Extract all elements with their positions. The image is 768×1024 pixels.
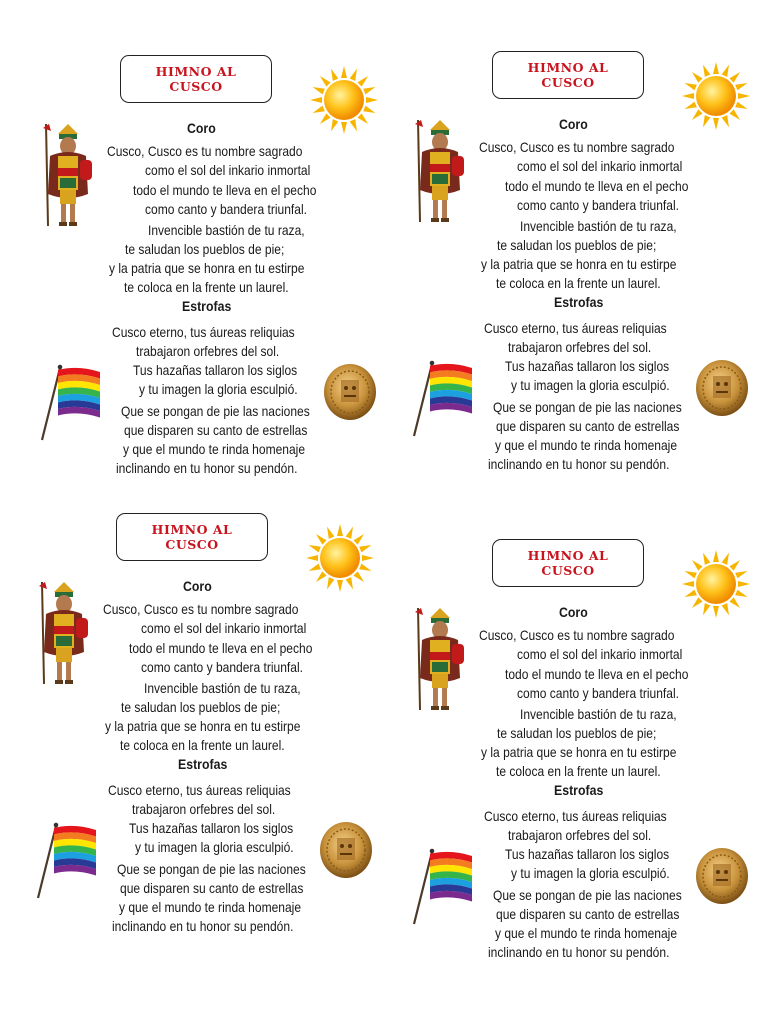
coro-line: todo el mundo te lleva en el pecho [505, 666, 689, 682]
inca-warrior-icon [36, 580, 94, 691]
estrofa-line: Cusco eterno, tus áureas reliquias [484, 320, 667, 336]
estrofas-heading: Estrofas [554, 294, 604, 310]
estrofa-line: Tus hazañas tallaron los siglos [133, 362, 298, 378]
estrofa-line: y que el mundo te rinda homenaje [123, 441, 306, 457]
estrofa-line: inclinando en tu honor su pendón. [116, 460, 298, 476]
hymn-title-line: CUSCO [541, 75, 595, 90]
estrofas-heading: Estrofas [554, 782, 604, 798]
coro-line: Invencible bastión de tu raza, [520, 218, 677, 234]
estrofa-line: y tu imagen la gloria esculpió. [139, 381, 298, 397]
hymn-title-line: HIMNO AL [151, 522, 233, 537]
estrofa-line: Que se pongan de pie las naciones [493, 399, 682, 415]
sun-icon [306, 524, 374, 597]
sun-icon [310, 66, 378, 139]
estrofa-line: inclinando en tu honor su pendón. [112, 918, 294, 934]
coro-line: como canto y bandera triunfal. [517, 197, 679, 213]
estrofas-heading: Estrofas [182, 298, 232, 314]
estrofa-line: y tu imagen la gloria esculpió. [135, 839, 294, 855]
coro-line: todo el mundo te lleva en el pecho [505, 178, 689, 194]
hymn-title-line: HIMNO AL [527, 548, 609, 563]
estrofa-line: trabajaron orfebres del sol. [132, 801, 276, 817]
estrofa-line: Cusco eterno, tus áureas reliquias [484, 808, 667, 824]
coro-line: y la patria que se honra en tu estirpe [481, 256, 677, 272]
gold-disc-icon [322, 362, 378, 427]
hymn-title-line: CUSCO [165, 537, 219, 552]
coro-line: como el sol del inkario inmortal [517, 646, 683, 662]
rainbow-flag-icon [38, 360, 104, 447]
hymn-card-bottom-left [0, 458, 380, 938]
estrofa-line: y tu imagen la gloria esculpió. [511, 865, 670, 881]
gold-disc-icon [318, 820, 374, 885]
estrofa-line: trabajaron orfebres del sol. [508, 827, 652, 843]
hymn-card-top-right [372, 0, 756, 476]
hymn-title [120, 55, 272, 103]
gold-disc-icon [694, 846, 750, 911]
hymn-title-line: CUSCO [169, 79, 223, 94]
rainbow-flag-icon [410, 356, 476, 443]
gold-disc-icon [694, 358, 750, 423]
estrofa-line: trabajaron orfebres del sol. [136, 343, 280, 359]
estrofa-line: Tus hazañas tallaron los siglos [505, 846, 670, 862]
estrofa-line: Tus hazañas tallaron los siglos [129, 820, 294, 836]
estrofa-line: Cusco eterno, tus áureas reliquias [108, 782, 291, 798]
coro-heading: Coro [559, 604, 588, 620]
estrofa-line: Tus hazañas tallaron los siglos [505, 358, 670, 374]
estrofa-line: Que se pongan de pie las naciones [117, 861, 306, 877]
estrofa-line: y que el mundo te rinda homenaje [495, 437, 678, 453]
estrofa-line: y que el mundo te rinda homenaje [119, 899, 302, 915]
estrofas-heading: Estrofas [178, 756, 228, 772]
coro-line: te coloca en la frente un laurel. [120, 737, 285, 753]
hymn-title-line: HIMNO AL [527, 60, 609, 75]
coro-line: como canto y bandera triunfal. [517, 685, 679, 701]
estrofa-line: inclinando en tu honor su pendón. [488, 944, 670, 960]
coro-line: y la patria que se honra en tu estirpe [481, 744, 677, 760]
coro-line: Cusco, Cusco es tu nombre sagrado [107, 143, 303, 159]
coro-line: Cusco, Cusco es tu nombre sagrado [479, 139, 675, 155]
coro-line: como el sol del inkario inmortal [145, 162, 311, 178]
coro-line: como canto y bandera triunfal. [141, 659, 303, 675]
estrofa-line: y tu imagen la gloria esculpió. [511, 377, 670, 393]
coro-line: te saludan los pueblos de pie; [125, 241, 285, 257]
inca-warrior-icon [412, 118, 470, 229]
estrofa-line: Que se pongan de pie las naciones [121, 403, 310, 419]
rainbow-flag-icon [34, 818, 100, 905]
hymn-title [492, 51, 644, 99]
inca-warrior-icon [40, 122, 98, 233]
coro-line: te saludan los pueblos de pie; [121, 699, 281, 715]
hymn-title [116, 513, 268, 561]
estrofa-line: Cusco eterno, tus áureas reliquias [112, 324, 295, 340]
coro-line: te coloca en la frente un laurel. [496, 275, 661, 291]
coro-line: como el sol del inkario inmortal [517, 158, 683, 174]
coro-line: te saludan los pueblos de pie; [497, 725, 657, 741]
sun-icon [682, 62, 750, 135]
estrofa-line: trabajaron orfebres del sol. [508, 339, 652, 355]
coro-line: Cusco, Cusco es tu nombre sagrado [103, 601, 299, 617]
estrofa-line: que disparen su canto de estrellas [120, 880, 304, 896]
coro-line: como el sol del inkario inmortal [141, 620, 307, 636]
hymn-card-top-left [0, 0, 384, 480]
inca-warrior-icon [412, 606, 470, 717]
coro-line: te coloca en la frente un laurel. [496, 763, 661, 779]
coro-line: todo el mundo te lleva en el pecho [133, 182, 317, 198]
coro-heading: Coro [559, 116, 588, 132]
hymn-title-line: HIMNO AL [155, 64, 237, 79]
coro-heading: Coro [187, 120, 216, 136]
coro-line: Invencible bastión de tu raza, [520, 706, 677, 722]
hymn-title [492, 539, 644, 587]
estrofa-line: inclinando en tu honor su pendón. [488, 456, 670, 472]
coro-line: te coloca en la frente un laurel. [124, 279, 289, 295]
estrofa-line: que disparen su canto de estrellas [496, 418, 680, 434]
rainbow-flag-icon [410, 844, 476, 931]
coro-line: Invencible bastión de tu raza, [148, 222, 305, 238]
hymn-card-bottom-right [372, 484, 756, 964]
sun-icon [682, 550, 750, 623]
coro-line: Invencible bastión de tu raza, [144, 680, 301, 696]
estrofa-line: que disparen su canto de estrellas [496, 906, 680, 922]
coro-line: te saludan los pueblos de pie; [497, 237, 657, 253]
estrofa-line: Que se pongan de pie las naciones [493, 887, 682, 903]
coro-line: como canto y bandera triunfal. [145, 201, 307, 217]
hymn-title-line: CUSCO [541, 563, 595, 578]
estrofa-line: y que el mundo te rinda homenaje [495, 925, 678, 941]
estrofa-line: que disparen su canto de estrellas [124, 422, 308, 438]
coro-line: y la patria que se honra en tu estirpe [105, 718, 301, 734]
coro-heading: Coro [183, 578, 212, 594]
coro-line: todo el mundo te lleva en el pecho [129, 640, 313, 656]
coro-line: y la patria que se honra en tu estirpe [109, 260, 305, 276]
coro-line: Cusco, Cusco es tu nombre sagrado [479, 627, 675, 643]
